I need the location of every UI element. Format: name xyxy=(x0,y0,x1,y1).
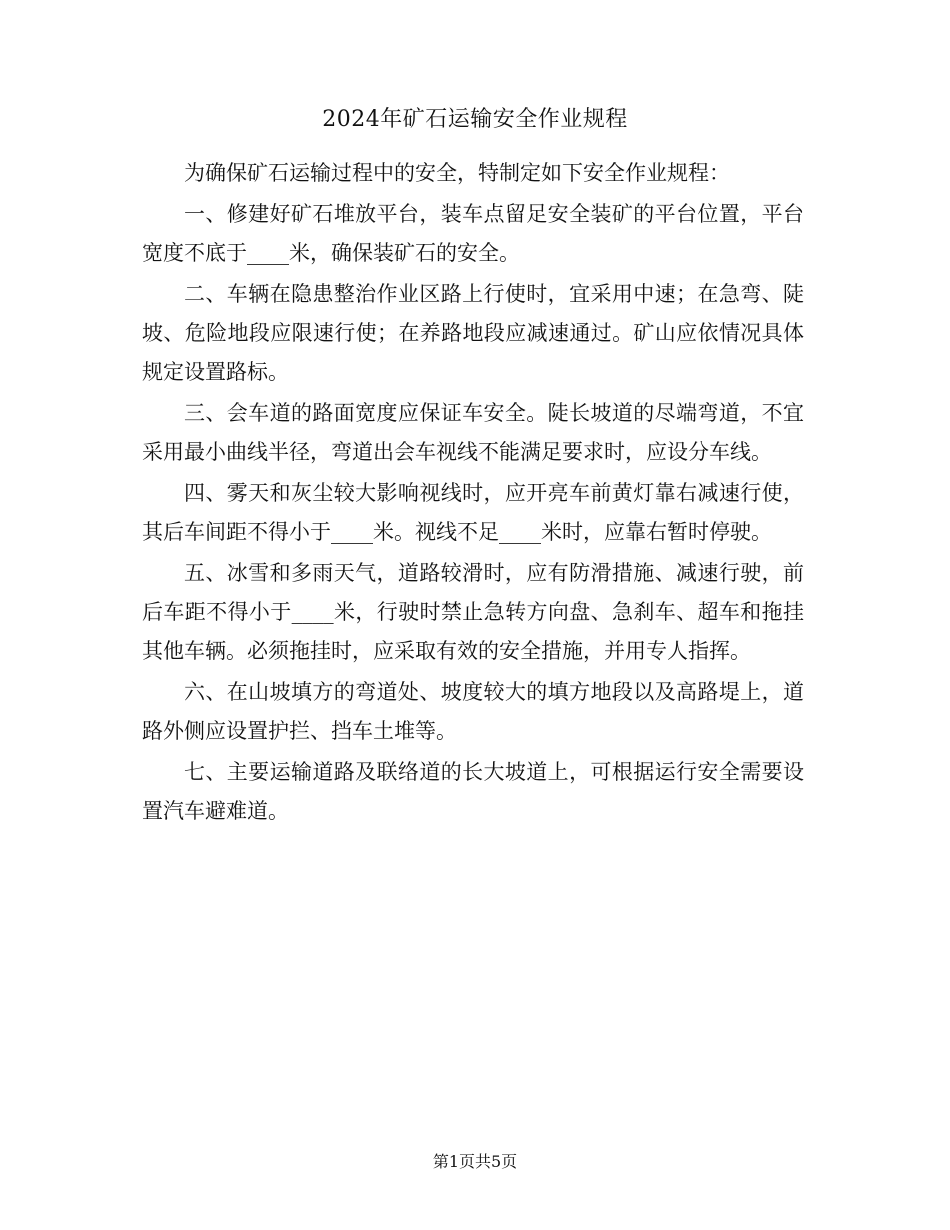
paragraph-5: 五、冰雪和多雨天气，道路较滑时，应有防滑措施、减速行驶，前后车距不得小于____米，行驶时禁止急转方向盘、急刹车、超车和拖挂其他车辆。必须拖挂时，应采取有效的安全措施，并用专人指挥。 xyxy=(142,561,804,663)
paragraph-1: 一、修建好矿石堆放平台，装车点留足安全装矿的平台位置，平台宽度不底于____米，确保装矿石的安全。 xyxy=(142,202,804,265)
paragraph-3: 三、会车道的路面宽度应保证车安全。陡长坡道的尽端弯道，不宜采用最小曲线半径，弯道出会车视线不能满足要求时，应设分车线。 xyxy=(142,401,804,464)
page-number-footer: 第1页共5页 xyxy=(432,1152,518,1171)
paragraph-intro: 为确保矿石运输过程中的安全，特制定如下安全作业规程： xyxy=(184,161,730,185)
paragraph-4: 四、雾天和灰尘较大影响视线时，应开亮车前黄灯靠右减速行使，其后车间距不得小于____米。视线不足____米时，应靠右暂时停驶。 xyxy=(142,481,804,544)
document-title: 2024年矿石运输安全作业规程 xyxy=(322,107,628,132)
paragraph-6: 六、在山坡填方的弯道处、坡度较大的填方地段以及高路堤上，道路外侧应设置护拦、挡车土堆等。 xyxy=(142,680,804,743)
paragraph-2: 二、车辆在隐患整治作业区路上行使时，宜采用中速；在急弯、陡坡、危险地段应限速行使；在养路地段应减速通过。矿山应依情况具体规定设置路标。 xyxy=(142,282,804,384)
paragraph-7: 七、主要运输道路及联络道的长大坡道上，可根据运行安全需要设置汽车避难道。 xyxy=(142,760,804,823)
document-body xyxy=(142,154,804,831)
